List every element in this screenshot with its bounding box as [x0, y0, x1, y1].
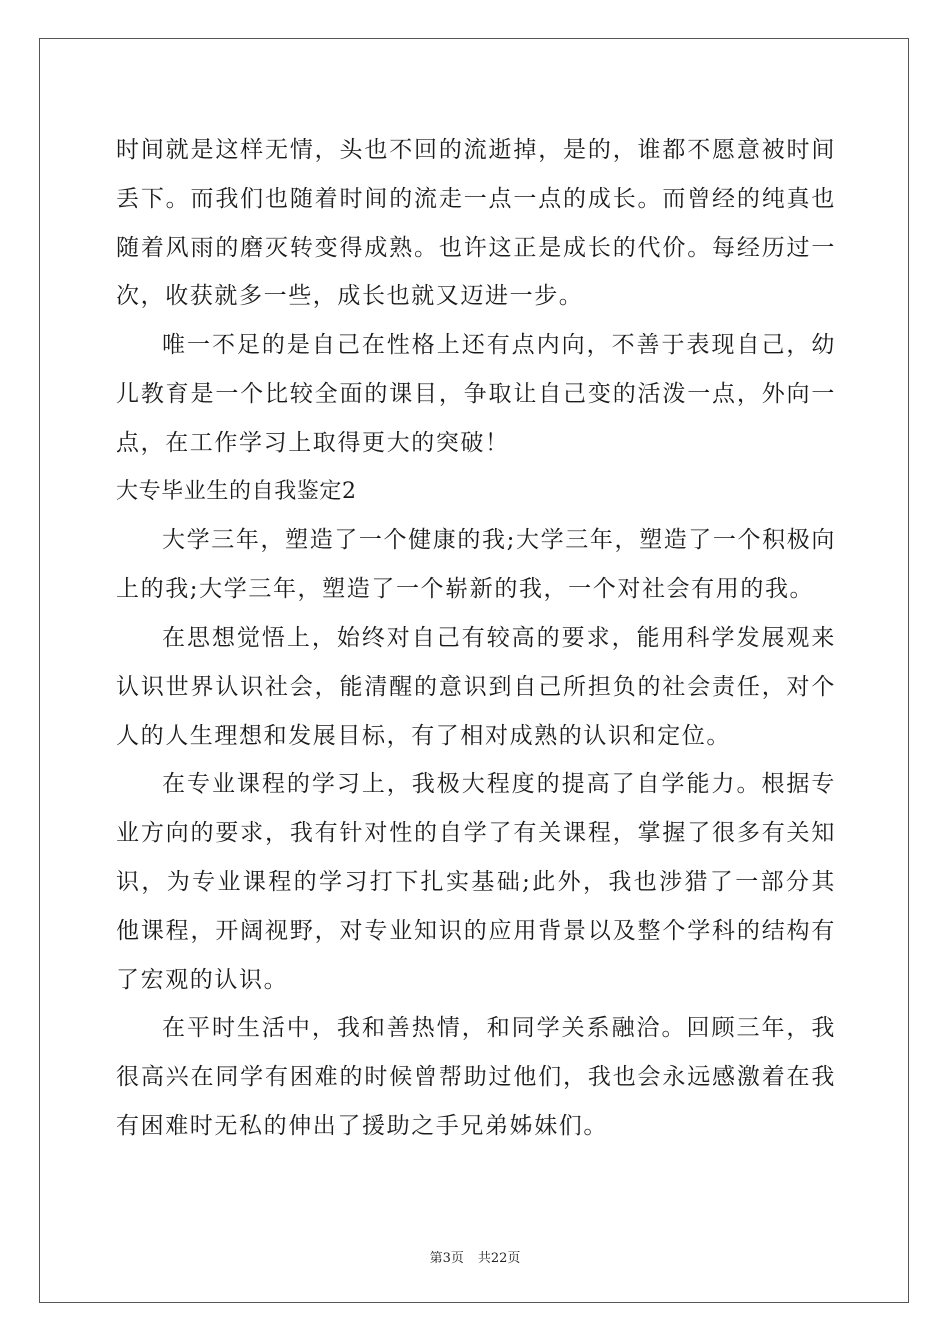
- current-page-number: 第3页: [429, 1251, 464, 1266]
- paragraph-5: 在专业课程的学习上，我极大程度的提高了自学能力。根据专业方向的要求，我有针对性的自学了有关课程，掌握了很多有关知识，为专业课程的学习打下扎实基础;此外，我也涉猎了一部分其他课程，开阔视野，对专业知识的应用背景以及整个学科的结构有了宏观的认识。: [116, 771, 836, 993]
- paragraph-6: 在平时生活中，我和善热情，和同学关系融洽。回顾三年，我很高兴在同学有困难的时候曾帮助过他们，我也会永远感激着在我有困难时无私的伸出了援助之手兄弟姊妹们。: [116, 1015, 836, 1139]
- page-footer: [0, 1247, 950, 1266]
- paragraph-3: 大学三年，塑造了一个健康的我;大学三年，塑造了一个积极向上的我;大学三年，塑造了一个崭新的我，一个对社会有用的我。: [116, 527, 836, 603]
- document-body: [116, 126, 836, 1151]
- paragraph-2: 唯一不足的是自己在性格上还有点内向，不善于表现自己，幼儿教育是一个比较全面的课目，争取让自己变的活泼一点，外向一点，在工作学习上取得更大的突破！: [116, 332, 836, 456]
- paragraph-1: 时间就是这样无情，头也不回的流逝掉，是的，谁都不愿意被时间丢下。而我们也随着时间的流走一点一点的成长。而曾经的纯真也随着风雨的磨灭转变得成熟。也许这正是成长的代价。每经历过一次，收获就多一些，成长也就又迈进一步。: [116, 137, 836, 310]
- paragraph-4: 在思想觉悟上，始终对自己有较高的要求，能用科学发展观来认识世界认识社会，能清醒的意识到自己所担负的社会责任，对个人的人生理想和发展目标，有了相对成熟的认识和定位。: [116, 624, 836, 749]
- section-heading: 大专毕业生的自我鉴定2: [116, 478, 357, 504]
- total-pages: 共22页: [477, 1251, 521, 1266]
